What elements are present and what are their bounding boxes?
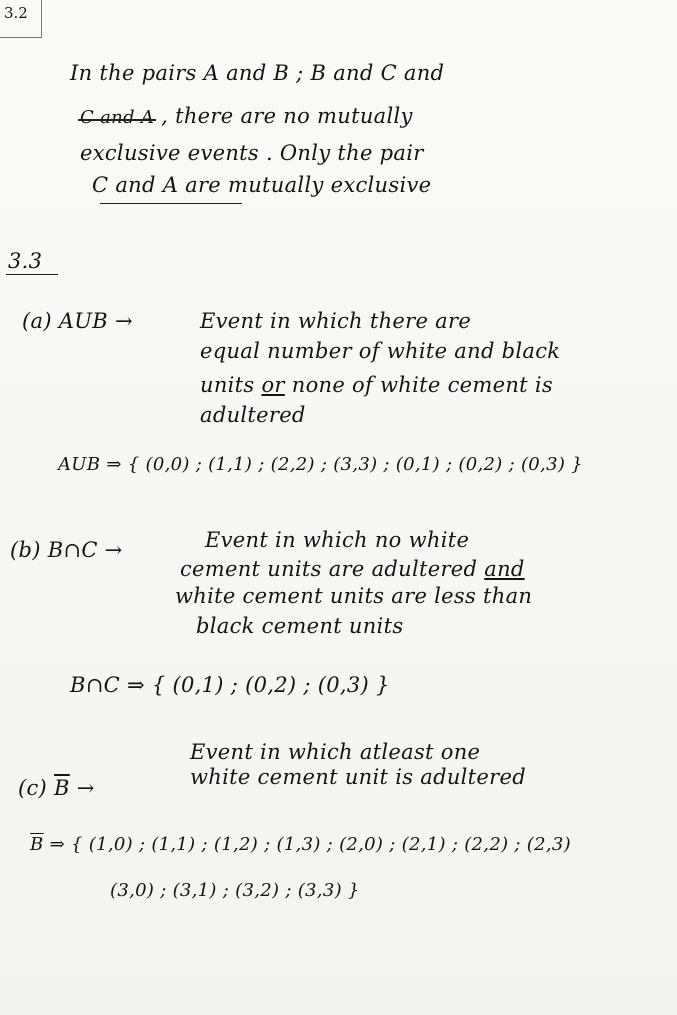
q33a-desc-4: adultered [200,403,306,427]
q33c-set-line-1 [30,832,571,858]
q33-heading-underline [6,274,58,275]
q33c-desc [190,740,526,790]
q32-line-3: exclusive events . Only the pair [80,141,424,165]
q33c-set-lhs-arrow: ⇒ [49,834,65,855]
q32-line-2 [80,103,413,131]
q32-underline [100,203,242,204]
q33a-desc-2: equal number of white and black [200,339,561,363]
q33c-set-lhs: $\overline{B}$ [30,834,44,855]
q33c-label-complement: $\overline{B}$ [54,776,70,800]
q33c-label [18,775,95,801]
q33a-desc-3-post: none of white cement is [291,373,553,397]
q33c-set-row-2: (3,0) ; (3,1) ; (3,2) ; (3,3) } [110,880,360,901]
q33b-desc-3: white cement units are less than [175,584,533,608]
q33b-desc-1: Event in which no white [205,528,470,552]
q33a-desc-1: Event in which there are [200,309,472,333]
q32-line-4: C and A are mutually exclusive [92,173,432,197]
q33b-label: (b) B∩C → [10,538,123,562]
q32-line-1: In the pairs A and B ; B and C and [70,61,445,85]
q33c-desc-1: Event in which atleast one [190,740,481,764]
q33b-desc-2-pre: cement units are adultered [180,557,478,581]
q33b-and: and [484,557,525,581]
q33a-desc-3 [200,372,553,398]
q33-heading: 3.3 [8,249,43,273]
q32-line-2-rest: , there are no mutually [161,104,413,128]
q33a-label: (a) AUB → [22,309,133,333]
q33c-desc-2: white cement unit is adultered [190,765,526,789]
corner-number-box [0,0,42,38]
corner-number: 3.2 [4,4,28,22]
q33a-or: or [261,373,285,397]
q33c-set-row-1: { (1,0) ; (1,1) ; (1,2) ; (1,3) ; (2,0) ; (2,1) ; (2,2) ; (2,3) [70,834,571,855]
q32-struck-text: C and A [80,105,154,131]
q33b-set: B∩C ⇒ { (0,1) ; (0,2) ; (0,3) } [70,673,390,697]
q33a-desc-3-pre: units [200,373,255,397]
q33c-label-arrow: → [76,776,95,800]
q33b-desc-4: black cement units [196,614,404,638]
q33c-label-pre: (c) [18,776,48,800]
q33b-desc-2 [180,556,525,582]
q33a-set: AUB ⇒ { (0,0) ; (1,1) ; (2,2) ; (3,3) ; (0,1) ; (0,2) ; (0,3) } [58,454,583,475]
